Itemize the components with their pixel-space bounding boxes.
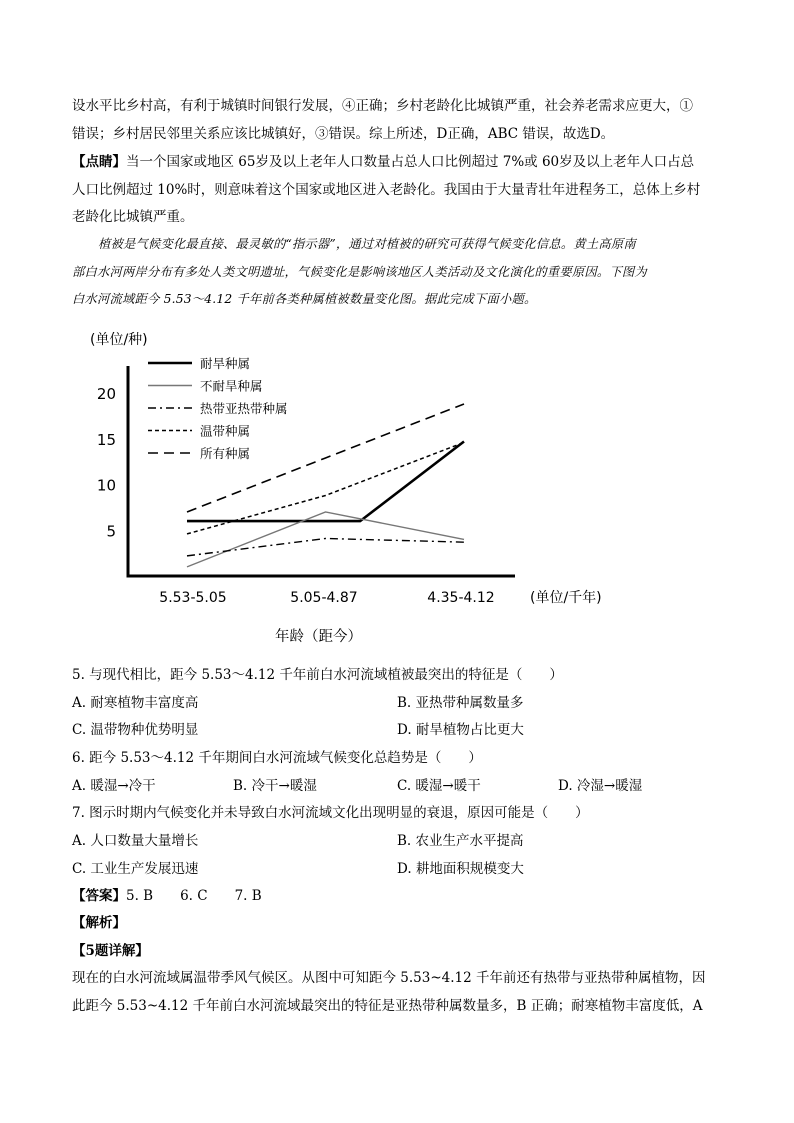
option-b: B. 冷干→暖湿	[233, 778, 317, 794]
series-line	[187, 538, 464, 555]
tip-label: 【点睛】	[72, 154, 126, 170]
y-tick-label: 10	[96, 476, 116, 495]
option-c: C. 温带物种优势明显	[72, 722, 199, 738]
legend-label: 热带亚热带种属	[200, 401, 288, 416]
legend-label: 温带种属	[200, 423, 251, 439]
option-d: D. 冷湿→暖湿	[558, 778, 643, 794]
text-line: 错误；乡村居民邻里关系应该比城镇好，③错误。综上所述，D正确，ABC 错误，故选D。	[72, 126, 615, 142]
text-line: 设水平比乡村高，有利于城镇时间银行发展，④正确；乡村老龄化比城镇严重，社会养老需求应更大，①	[72, 98, 693, 114]
vegetation-line-chart	[60, 318, 660, 658]
detail-line: 现在的白水河流域属温带季风气候区。从图中可知距今 5.53~4.12 千年前还有热带与亚热带种属植物，因	[72, 970, 706, 986]
answer-line	[72, 886, 262, 906]
question-stem: 5. 与现代相比，距今 5.53～4.12 千年前白水河流域植被最突出的特征是（ ）	[72, 667, 563, 683]
option-a: A. 暖湿→冷干	[72, 778, 156, 794]
tip-text: 当一个国家或地区 65岁及以上老年人口数量占总人口比例超过 7%或 60岁及以上老年人口占总	[126, 154, 695, 170]
question-stem: 6. 距今 5.53～4.12 千年期间白水河流域气候变化总趋势是（ ）	[72, 750, 482, 766]
y-axis-label: (单位/种)	[90, 332, 148, 348]
x-tick-label: 4.35-4.12	[427, 590, 495, 606]
x-axis-unit: (单位/千年)	[530, 590, 602, 606]
option-c: C. 工业生产发展迅速	[72, 861, 199, 877]
legend-label: 耐旱种属	[200, 356, 251, 371]
y-tick-label: 5	[106, 522, 116, 541]
x-axis-label: 年龄（距今）	[275, 629, 362, 645]
option-d: D. 耐旱植物占比更大	[397, 722, 524, 738]
option-a: A. 人口数量大量增长	[72, 833, 199, 849]
detail-line: 此距今 5.53~4.12 千年前白水河流域最突出的特征是亚热带种属数量多，B 正确；耐寒植物丰富度低，A	[72, 998, 703, 1014]
text-line: 人口比例超过 10%时，则意味着这个国家或地区进入老龄化。我国由于大量青壮年进程务工，总体上乡村	[72, 182, 701, 198]
passage-line: 部白水河两岸分布有多处人类文明遗址，气候变化是影响该地区人类活动及文化演化的重要原因。下图为	[72, 265, 647, 279]
option-a: A. 耐寒植物丰富度高	[72, 695, 199, 711]
x-tick-label: 5.53-5.05	[159, 590, 227, 606]
option-d: D. 耕地面积规模变大	[397, 861, 524, 877]
tip-line	[72, 152, 694, 172]
passage-line: 植被是气候变化最直接、最灵敏的“指示器”，通过对植被的研究可获得气候变化信息。黄土高原南	[98, 237, 636, 251]
answer-label: 【答案】	[72, 888, 126, 904]
y-tick-label: 15	[96, 430, 116, 449]
option-b: B. 亚热带种属数量多	[397, 695, 524, 711]
question-stem: 7. 图示时期内气候变化并未导致白水河流域文化出现明显的衰退，原因可能是（ ）	[72, 805, 589, 821]
text-line: 老龄化比城镇严重。	[72, 209, 194, 225]
answer-text: 5. B 6. C 7. B	[126, 888, 262, 904]
passage-line: 白水河流域距今 5.53～4.12 千年前各类种属植被数量变化图。据此完成下面小题。	[72, 292, 537, 306]
analysis-label: 【解析】	[72, 915, 126, 931]
legend-label: 不耐旱种属	[200, 378, 263, 394]
x-tick-label: 5.05-4.87	[290, 590, 358, 606]
option-c: C. 暖湿→暖干	[397, 778, 481, 794]
y-tick-label: 20	[96, 385, 116, 403]
legend-label: 所有种属	[200, 446, 251, 461]
detail-label: 【5题详解】	[72, 943, 149, 959]
option-b: B. 农业生产水平提高	[397, 833, 524, 849]
